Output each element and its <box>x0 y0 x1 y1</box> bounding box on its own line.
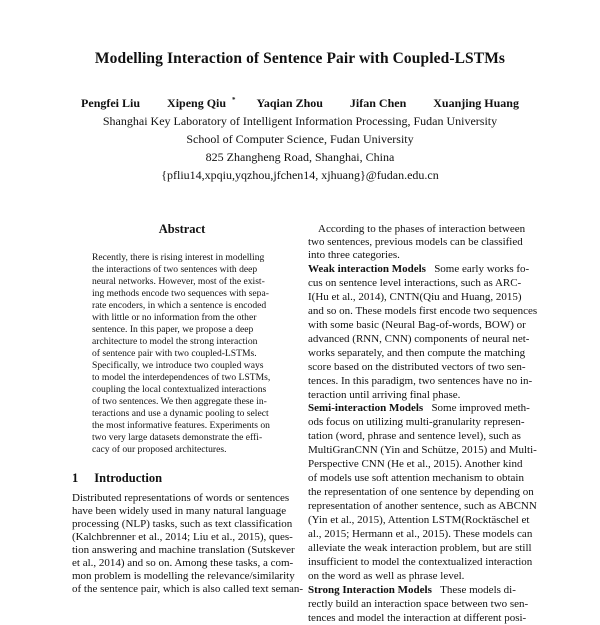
body-line: ods focus on utilizing multi-granularity represen- <box>308 416 525 428</box>
body-line: According to the phases of interaction between <box>318 223 526 235</box>
affiliation-line: 825 Zhangheng Road, Shanghai, China <box>205 150 395 164</box>
affiliation-line: Shanghai Key Laboratory of Intelligent Information Processing, Fudan University <box>102 114 498 128</box>
abstract-line: neural networks. However, most of the exist- <box>92 276 265 287</box>
abstract-line: of sentence pair with two coupled-LSTMs. <box>92 348 257 359</box>
body-line: of models use soft attention mechanism to obtain <box>308 472 524 484</box>
abstract-line: Recently, there is rising interest in modelling <box>92 252 265 263</box>
run-in-heading: Semi-interaction Models <box>308 402 424 414</box>
body-line: (Yin et al., 2015), Attention LSTM(Rocktäschel et <box>308 514 530 526</box>
section-heading-introduction <box>72 471 162 486</box>
abstract-heading: Abstract <box>158 222 206 236</box>
body-line: (Kalchbrenner et al., 2014; Liu et al., 2015), ques- <box>72 531 293 543</box>
run-in-heading: Strong Interaction Models <box>308 584 432 596</box>
body-line: Distributed representations of words or sentences <box>72 492 290 504</box>
body-line: with some basic (Neural Bag-of-words, BOW) or <box>308 319 526 331</box>
abstract-line: sentence. In this paper, we propose a deep <box>92 324 254 335</box>
body-line: processing (NLP) tasks, such as text classification <box>72 518 293 530</box>
paragraph-weak-interaction: Weak interaction Models Some early works fo- <box>308 263 530 275</box>
body-line: et al., 2014) and so on. Among these tasks, a com- <box>72 557 294 569</box>
author-list <box>0 96 600 111</box>
author: Jifan Chen <box>349 96 407 110</box>
abstract-line: coupling the local contextualized interactions <box>92 384 267 395</box>
abstract-line: Specifically, we introduce two coupled ways <box>92 360 264 371</box>
body-line: mon problem is modelling the relevance/similarity <box>72 570 295 582</box>
body-line: al., 2015; Hermann et al., 2015). These models can <box>308 528 533 540</box>
abstract-line: the interactions of two sentences with deep <box>92 264 258 275</box>
body-line: cus on sentence level interactions, such as ARC- <box>308 277 522 289</box>
body-line: alleviate the weak interaction problem, but are still <box>308 542 532 554</box>
abstract-line: teractions and use a dynamic pooling to select <box>92 408 269 419</box>
abstract-line: of two sentences. We then aggregate these in- <box>92 396 267 407</box>
body-line: tences. In this paradigm, two sentences have no in- <box>308 375 533 387</box>
body-line: have been widely used in many natural language <box>72 505 287 517</box>
paragraph-strong-interaction: Strong Interaction Models These models di- <box>308 584 516 596</box>
body-line: works separately, and then compute the matching <box>308 347 526 359</box>
abstract-line: ing methods encode two sequences with sepa- <box>92 288 269 299</box>
abstract-line: architecture to model the strong interaction <box>92 336 258 347</box>
author: Xuanjing Huang <box>433 96 519 110</box>
abstract-line: cacy of our proposed architectures. <box>92 444 227 455</box>
paragraph-semi-interaction: Semi-interaction Models Some improved meth- <box>308 402 530 414</box>
body-line: two sentences, previous models can be classified <box>308 236 523 248</box>
body-line: the representation of one sentence by depending on <box>308 486 534 498</box>
run-in-heading: Weak interaction Models <box>308 263 426 275</box>
section-number: 1 <box>72 471 79 485</box>
body-line: representation of another sentence, such as ABCNN <box>308 500 537 512</box>
paper-title: Modelling Interaction of Sentence Pair with Coupled-LSTMs <box>94 50 506 67</box>
email-line: {pfliu14,xpqiu,yqzhou,jfchen14, xjhuang}@fudan.edu.cn <box>161 168 439 182</box>
body-line: tences and model the interaction at different posi- <box>308 612 527 624</box>
body-line: MultiGranCNN (Yin and Schütze, 2015) and Multi- <box>308 444 537 456</box>
body-line: teraction until arriving final phase. <box>308 389 461 401</box>
body-line: insufficient to model the contextualized interaction <box>308 556 533 568</box>
body-line: and so on. These models first encode two sequences <box>308 305 538 317</box>
affiliation-line: School of Computer Science, Fudan University <box>186 132 414 146</box>
body-line: rectly build an interaction space between two sen- <box>308 598 529 610</box>
author: Pengfei Liu <box>81 96 141 110</box>
section-title: Introduction <box>94 471 163 485</box>
abstract-line: two very large datasets demonstrate the effi- <box>92 432 263 443</box>
body-line: advanced (RNN, CNN) components of neural net- <box>308 333 530 345</box>
body-line: tion answering and machine translation (Sutskever <box>72 544 295 556</box>
body-line: on the word as well as phrase level. <box>308 570 465 582</box>
abstract-line: the most informative features. Experiments on <box>92 420 270 431</box>
body-line: score based on the distributed vectors of two sen- <box>308 361 526 373</box>
body-line: into three categories. <box>308 249 400 261</box>
author: Yaqian Zhou <box>256 96 323 110</box>
body-line: Perspective CNN (He et al., 2015). Another kind <box>308 458 523 470</box>
body-line: tation (word, phrase and sentence level), such as <box>308 430 521 442</box>
abstract-line: with little or no information from the other <box>92 312 257 323</box>
author: Xipeng Qiu * <box>167 96 236 110</box>
abstract-line: to model the interdependences of two LSTMs, <box>92 372 271 383</box>
abstract-line: rate encoders, in which a sentence is encoded <box>92 300 267 311</box>
body-line: of the sentence pair, which is also called text seman- <box>72 583 304 595</box>
body-line: I(Hu et al., 2014), CNTN(Qiu and Huang, 2015) <box>308 291 522 303</box>
